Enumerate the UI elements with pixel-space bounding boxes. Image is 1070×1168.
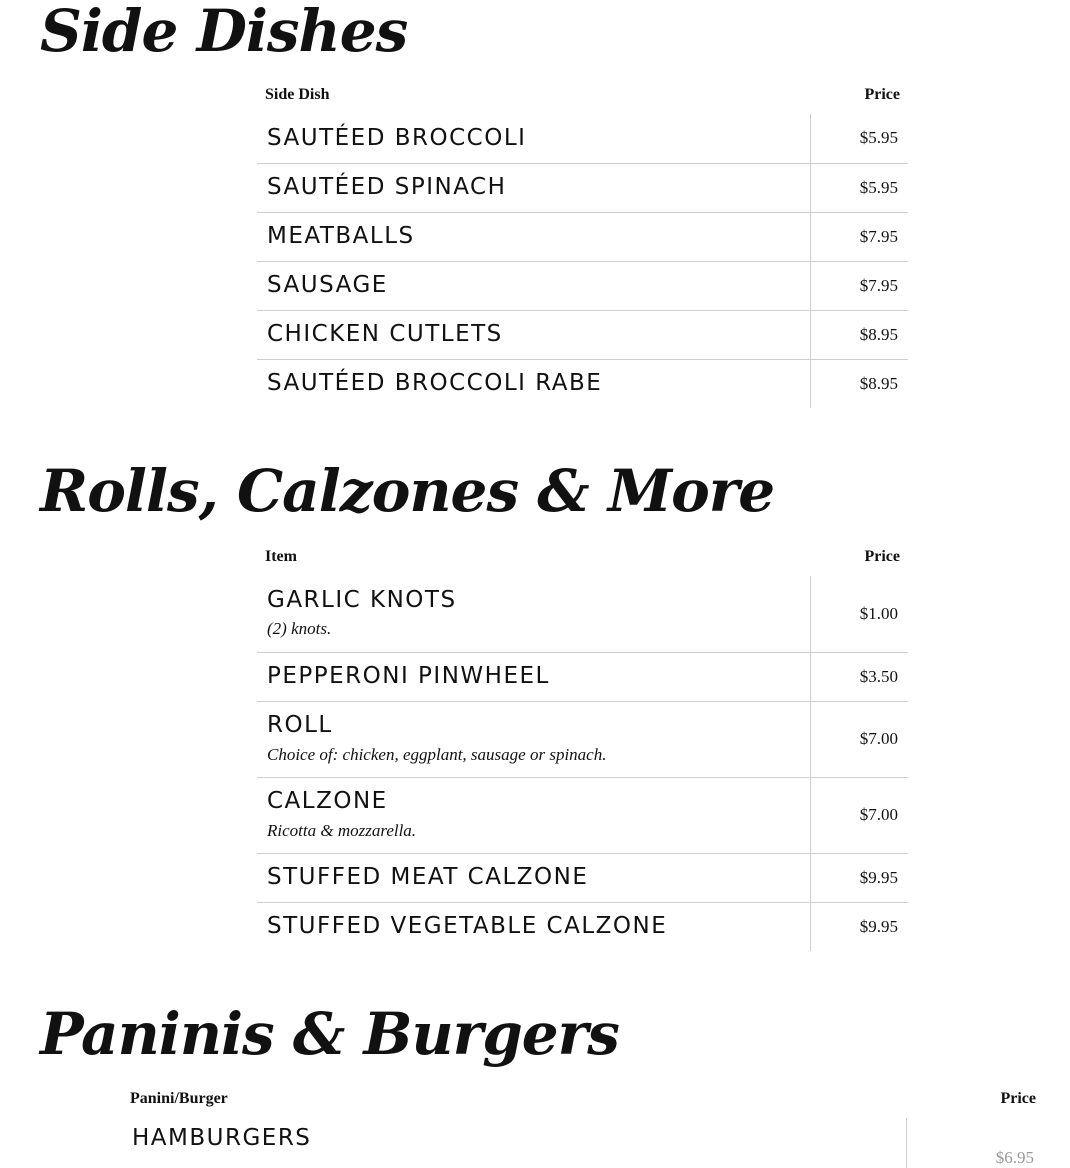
item-name: ROLL bbox=[267, 712, 333, 739]
item-price: $7.95 bbox=[810, 212, 908, 261]
table-row bbox=[257, 163, 908, 212]
rolls-calzones-table bbox=[257, 538, 908, 951]
item-description: Ricotta & mozzarella. bbox=[267, 820, 417, 840]
item-name: CHICKEN CUTLETS bbox=[267, 320, 503, 347]
item-price: $7.95 bbox=[810, 261, 908, 310]
section-title-side-dishes: Side Dishes bbox=[40, 0, 408, 65]
column-header-price: Price bbox=[1000, 1090, 1036, 1107]
item-name: SAUTÉED BROCCOLI RABE bbox=[267, 370, 603, 397]
column-header-price: Price bbox=[864, 86, 900, 103]
table-header-row bbox=[122, 1080, 1044, 1118]
table-header-row bbox=[257, 538, 908, 576]
table-row bbox=[257, 212, 908, 261]
item-price: $7.00 bbox=[810, 701, 908, 777]
paninis-burgers-table bbox=[122, 1080, 1044, 1168]
item-price: $9.95 bbox=[810, 853, 908, 902]
table-row bbox=[257, 853, 908, 902]
section-title-rolls-calzones: Rolls, Calzones & More bbox=[40, 457, 775, 525]
table-row bbox=[257, 701, 908, 777]
item-price: $1.00 bbox=[810, 576, 908, 652]
item-price: $5.95 bbox=[810, 163, 908, 212]
item-name: STUFFED VEGETABLE CALZONE bbox=[267, 913, 668, 940]
column-header-item: Side Dish bbox=[265, 86, 330, 103]
table-row bbox=[122, 1118, 1044, 1168]
item-price: $7.00 bbox=[810, 777, 908, 853]
item-name: HAMBURGERS bbox=[132, 1125, 312, 1151]
item-price: $5.95 bbox=[810, 114, 908, 163]
item-name: CALZONE bbox=[267, 788, 388, 815]
item-name: SAUTÉED BROCCOLI bbox=[267, 124, 527, 151]
item-name: GARLIC KNOTS bbox=[267, 587, 457, 614]
item-description: Choice of: chicken, eggplant, sausage or spinach. bbox=[267, 744, 607, 764]
column-header-price: Price bbox=[864, 548, 900, 565]
item-name: STUFFED MEAT CALZONE bbox=[267, 863, 589, 890]
column-header-item: Item bbox=[265, 548, 297, 565]
item-price: $8.95 bbox=[810, 310, 908, 359]
section-title-paninis-burgers: Paninis & Burgers bbox=[40, 1000, 619, 1068]
table-row bbox=[257, 576, 908, 652]
item-price: $8.95 bbox=[810, 359, 908, 408]
table-row bbox=[257, 652, 908, 701]
item-price: $9.95 bbox=[810, 902, 908, 951]
side-dishes-table bbox=[257, 76, 908, 408]
table-row bbox=[257, 310, 908, 359]
item-name: SAUTÉED SPINACH bbox=[267, 173, 507, 200]
table-row bbox=[257, 114, 908, 163]
table-row bbox=[257, 902, 908, 951]
item-name: MEATBALLS bbox=[267, 222, 415, 249]
item-name: PEPPERONI PINWHEEL bbox=[267, 662, 550, 689]
table-row bbox=[257, 777, 908, 853]
column-header-item: Panini/Burger bbox=[130, 1090, 228, 1107]
item-price: $3.50 bbox=[810, 652, 908, 701]
table-row bbox=[257, 359, 908, 408]
item-price: $6.95 bbox=[906, 1118, 1044, 1168]
table-header-row bbox=[257, 76, 908, 114]
table-row bbox=[257, 261, 908, 310]
item-name: SAUSAGE bbox=[267, 271, 388, 298]
item-description: (2) knots. bbox=[267, 619, 332, 639]
